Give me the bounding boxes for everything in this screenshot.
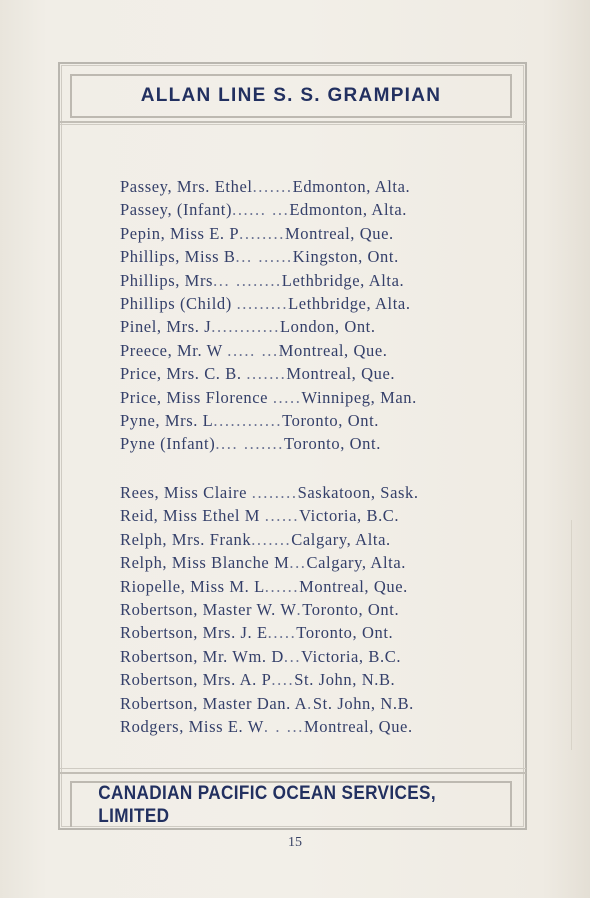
passenger-entry — [120, 386, 500, 409]
passenger-name: Robertson, Mrs. J. E — [120, 623, 268, 643]
passenger-destination: Lethbridge, Alta. — [281, 270, 405, 290]
leader-dots: ... ...... — [235, 247, 293, 267]
leader-dots: ...... ... — [232, 200, 290, 220]
passenger-name: Robertson, Master Dan. A — [120, 693, 308, 713]
passenger-destination: Saskatoon, Sask. — [297, 483, 419, 502]
footer-title: CANADIAN PACIFIC OCEAN SERVICES, LIMITED — [98, 782, 436, 827]
passenger-destination: London, Ont. — [279, 317, 376, 337]
leader-dots: ....... — [252, 177, 293, 196]
passenger-name: Riopelle, Miss M. L — [120, 576, 265, 596]
passenger-entry — [120, 715, 500, 738]
leader-dots: .... — [271, 670, 295, 690]
passenger-entry — [120, 668, 500, 691]
leader-dots: ........ — [251, 483, 298, 502]
header-divider-thin — [60, 124, 526, 125]
passenger-name: Phillips, Miss B — [120, 247, 236, 267]
passenger-list-p — [120, 175, 500, 456]
leader-dots: ... ........ — [213, 270, 282, 290]
passenger-destination: Kingston, Ont. — [292, 247, 399, 267]
leader-dots: ...... — [264, 506, 300, 526]
passenger-name: Robertson, Mrs. A. P — [120, 670, 272, 690]
passenger-entry — [120, 409, 500, 432]
passenger-name: Pinel, Mrs. J — [120, 317, 212, 337]
leader-dots: ...... — [264, 576, 300, 596]
passenger-name: Price, Miss Florence — [120, 387, 273, 407]
passenger-name: Reid, Miss Ethel M — [120, 506, 265, 526]
passenger-entry — [120, 269, 500, 292]
passenger-name: Preece, Mr. W — [120, 340, 228, 360]
passenger-entry — [120, 481, 500, 504]
passenger-destination: Montreal, Que. — [286, 364, 396, 384]
footer-box — [70, 781, 512, 827]
leader-dots: ... — [289, 553, 307, 573]
passenger-name: Robertson, Master W. W — [120, 599, 297, 619]
passenger-entry — [120, 315, 500, 338]
leader-dots: . — [296, 599, 303, 619]
passenger-name: Pyne (Infant) — [120, 434, 216, 454]
header-divider — [60, 121, 526, 123]
passenger-entry — [120, 504, 500, 527]
passenger-name: Passey, Mrs. Ethel — [120, 177, 253, 196]
leader-dots: ............ — [211, 317, 280, 337]
passenger-destination: Victoria, B.C. — [301, 646, 402, 666]
leader-dots: ..... — [272, 387, 302, 407]
passenger-destination: St. John, N.B. — [294, 670, 396, 690]
leader-dots: ........ — [239, 223, 285, 243]
passenger-destination: Toronto, Ont. — [284, 434, 381, 454]
passenger-destination: Montreal, Que. — [303, 716, 413, 736]
passenger-entry — [120, 222, 500, 245]
header-box — [70, 74, 512, 118]
passenger-entry — [120, 198, 500, 221]
leader-dots: . — [307, 693, 313, 713]
passenger-destination: Montreal, Que. — [284, 223, 394, 243]
passenger-entry — [120, 692, 500, 715]
footer-divider — [60, 772, 526, 774]
passenger-destination: Lethbridge, Alta. — [288, 293, 411, 313]
passenger-destination: Edmonton, Alta. — [289, 200, 407, 220]
passenger-name: Pepin, Miss E. P — [120, 223, 240, 243]
leader-dots: ..... — [267, 623, 297, 643]
passenger-entry — [120, 575, 500, 598]
passenger-destination: Toronto, Ont. — [302, 599, 400, 619]
passenger-name: Relph, Mrs. Frank — [120, 529, 252, 549]
footer-divider-thin — [60, 768, 526, 769]
passenger-name: Rodgers, Miss E. W — [120, 716, 264, 736]
passenger-destination: Victoria, B.C. — [299, 506, 400, 526]
page-title: ALLAN LINE S. S. GRAMPIAN — [140, 85, 442, 106]
passenger-entry — [120, 292, 500, 315]
passenger-list-r — [120, 481, 500, 738]
page-edge-wear — [571, 520, 578, 750]
passenger-name: Pyne, Mrs. L — [120, 410, 214, 430]
passenger-entry — [120, 621, 500, 644]
passenger-destination: Montreal, Que. — [278, 340, 388, 360]
passenger-entry — [120, 175, 500, 198]
leader-dots: ......... — [236, 293, 289, 313]
passenger-name: Phillips (Child) — [120, 293, 237, 313]
passenger-entry — [120, 528, 500, 551]
leader-dots: . . ... — [263, 716, 304, 736]
passenger-destination: Edmonton, Alta. — [292, 177, 411, 196]
leader-dots: ............ — [213, 410, 283, 430]
passenger-destination: Toronto, Ont. — [282, 410, 380, 430]
leader-dots: ... — [283, 646, 302, 666]
passenger-entry — [120, 245, 500, 268]
passenger-entry — [120, 432, 500, 455]
passenger-entry — [120, 598, 500, 621]
passenger-destination: Calgary, Alta. — [306, 553, 406, 573]
passenger-entry — [120, 645, 500, 668]
leader-dots: ....... — [251, 529, 292, 549]
leader-dots: ..... ... — [227, 340, 279, 360]
passenger-destination: Calgary, Alta. — [291, 529, 391, 549]
passenger-name: Passey, (Infant) — [120, 200, 233, 220]
leader-dots: ....... — [246, 364, 287, 384]
passenger-destination: Montreal, Que. — [299, 576, 408, 596]
passenger-name: Robertson, Mr. Wm. D — [120, 646, 284, 666]
passenger-entry — [120, 362, 500, 385]
passenger-name: Rees, Miss Claire — [120, 483, 252, 502]
passenger-name: Phillips, Mrs — [120, 270, 214, 290]
passenger-name: Relph, Miss Blanche M — [120, 553, 290, 573]
leader-dots: .... ....... — [215, 434, 285, 454]
passenger-destination: Winnipeg, Man. — [301, 387, 417, 407]
passenger-entry — [120, 339, 500, 362]
passenger-destination: Toronto, Ont. — [296, 623, 394, 643]
page-number: 15 — [288, 835, 302, 850]
passenger-entry — [120, 551, 500, 574]
passenger-destination: St. John, N.B. — [312, 693, 414, 713]
passenger-name: Price, Mrs. C. B. — [120, 364, 247, 384]
